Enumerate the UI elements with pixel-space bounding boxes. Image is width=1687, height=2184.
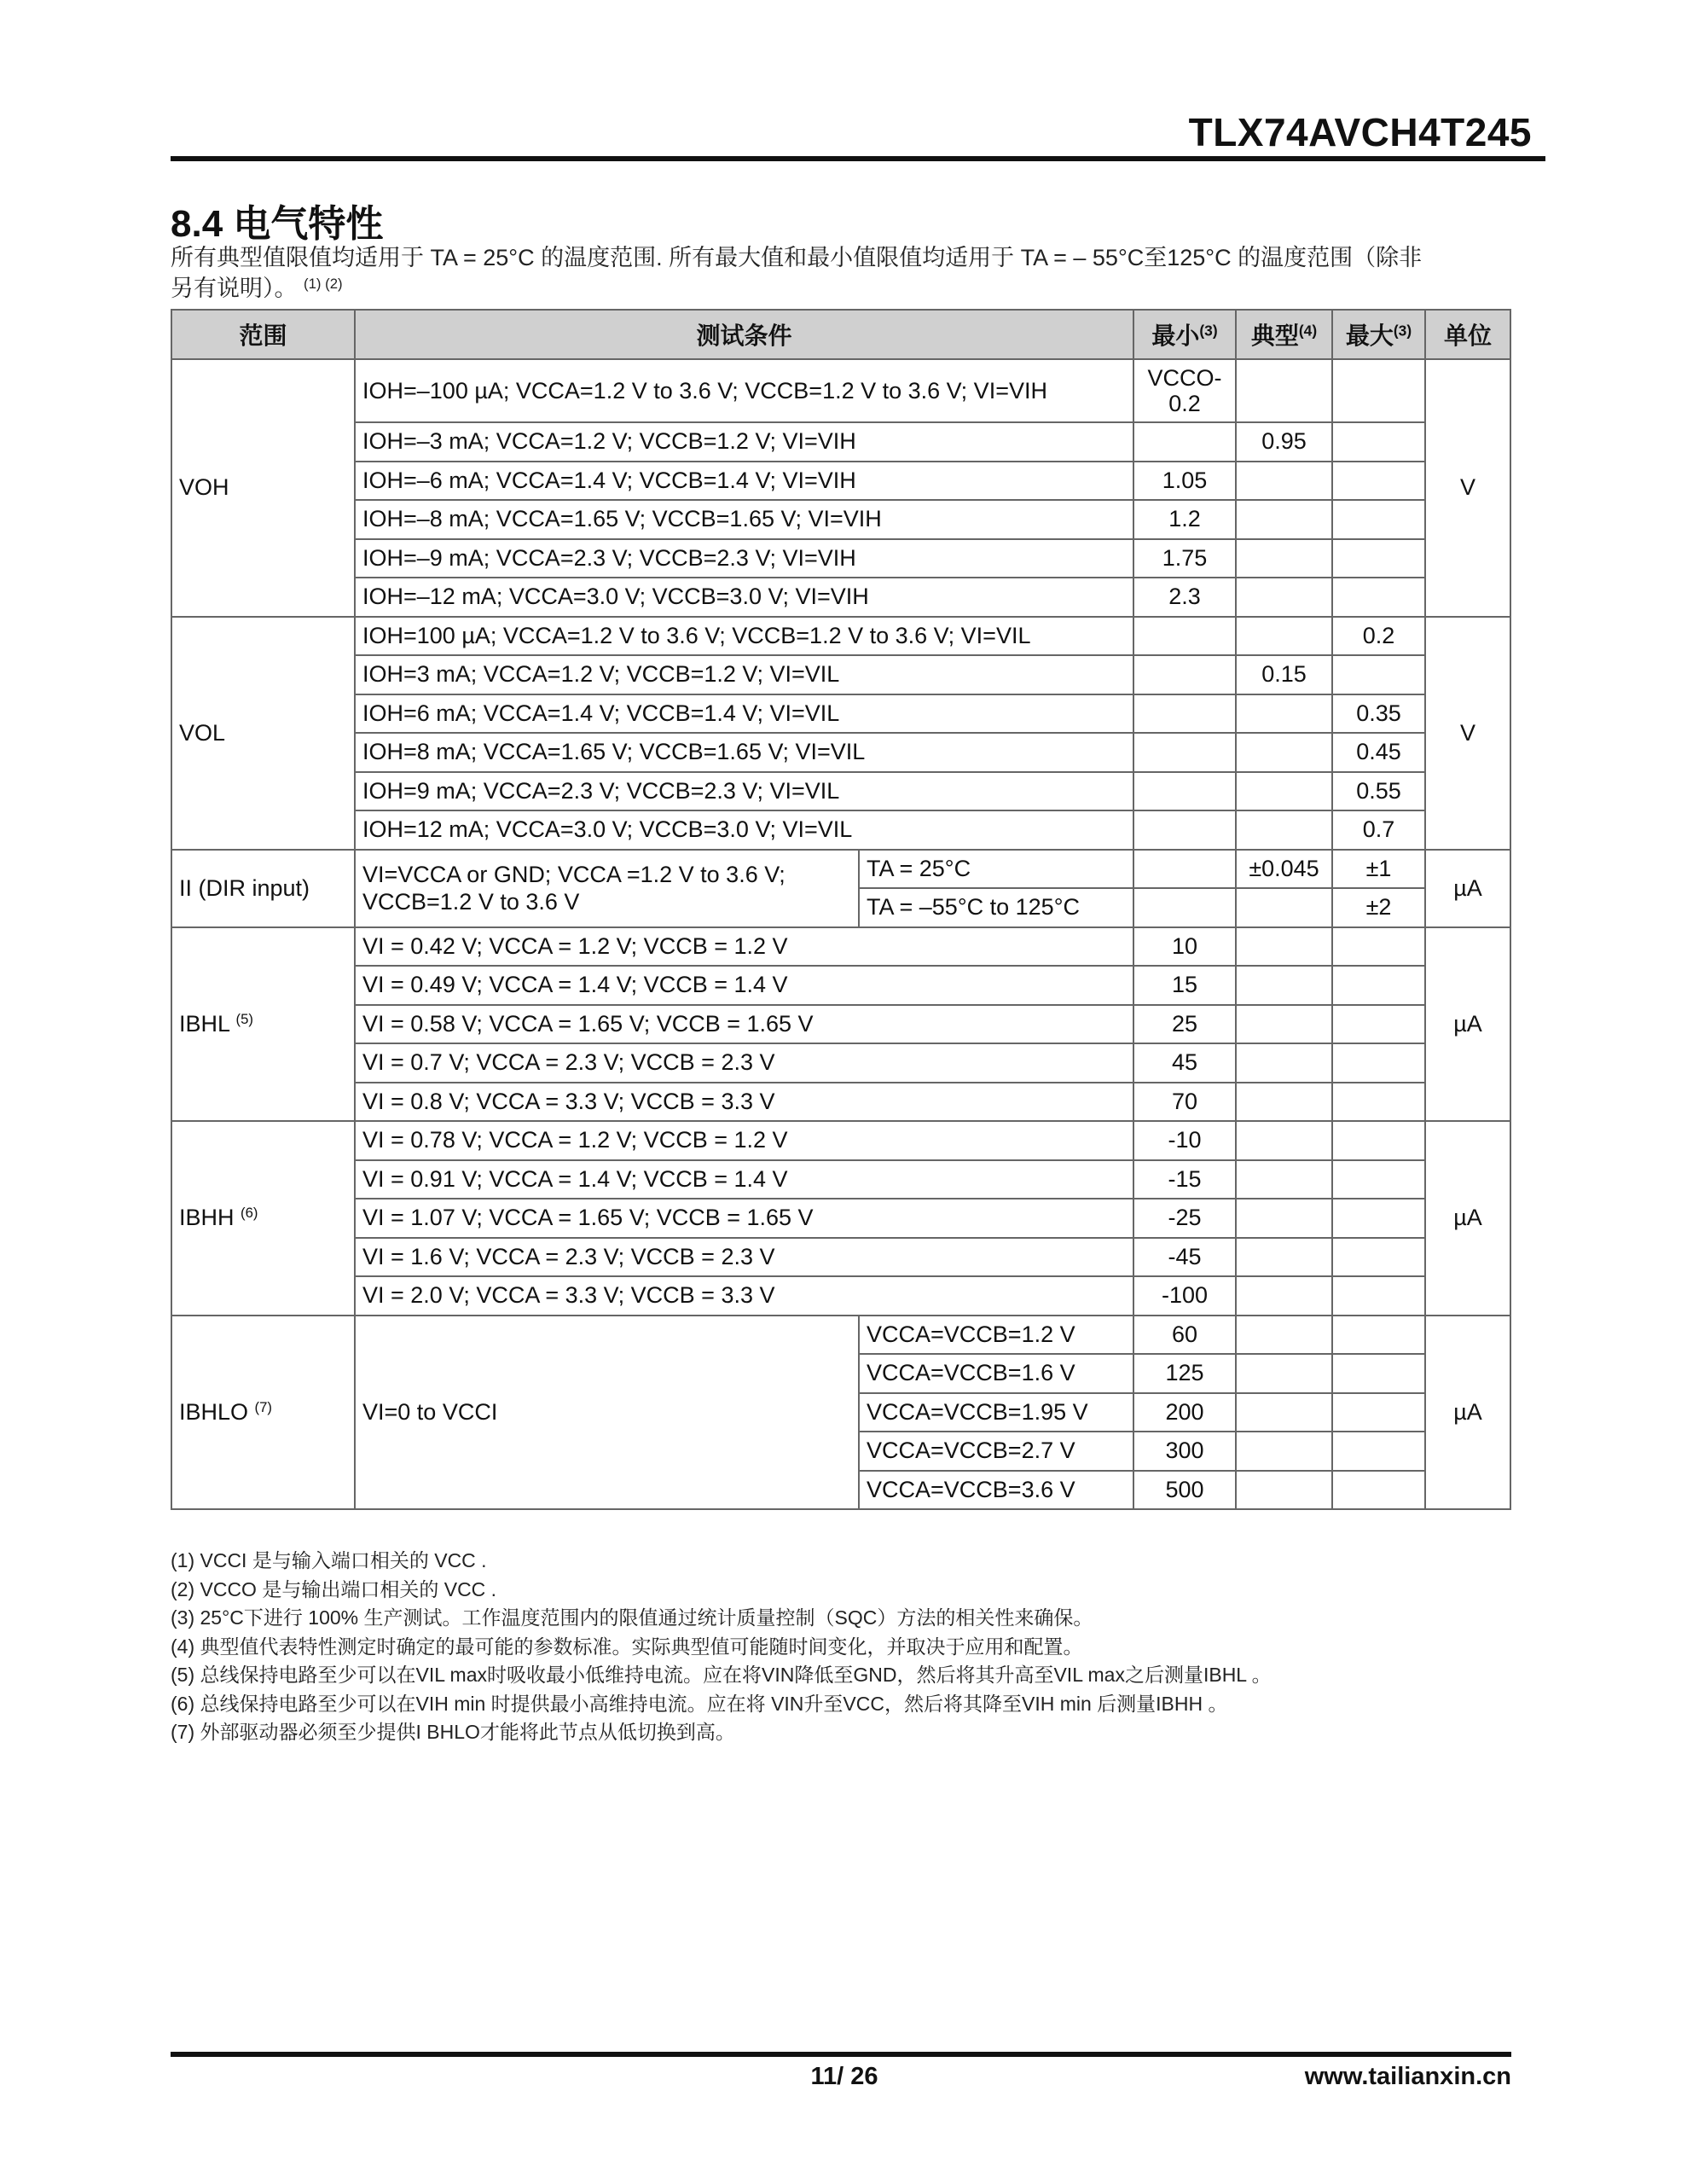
typ-cell [1236,1276,1332,1316]
max-cell [1332,500,1425,539]
temp-cell: TA = –55°C to 125°C [859,888,1133,927]
max-cell [1332,1316,1425,1355]
max-cell: 0.2 [1332,617,1425,656]
min-cell: 125 [1133,1354,1236,1393]
max-cell [1332,1160,1425,1199]
condition-cell: IOH=–9 mA; VCCA=2.3 V; VCCB=2.3 V; VI=VIH [355,539,1133,578]
table-row [171,617,1510,656]
table-row [171,462,1510,501]
condition-cell: IOH=12 mA; VCCA=3.0 V; VCCB=3.0 V; VI=VIL [355,810,1133,850]
min-cell: 10 [1133,927,1236,967]
min-cell [1133,850,1236,889]
intro-refs: (1) (2) [304,275,343,292]
supply-cell: VCCA=VCCB=1.6 V [859,1354,1133,1393]
condition-cell: IOH=6 mA; VCCA=1.4 V; VCCB=1.4 V; VI=VIL [355,694,1133,734]
min-cell: 60 [1133,1316,1236,1355]
supply-cell: VCCA=VCCB=1.2 V [859,1316,1133,1355]
condition-cell: VI=0 to VCCI [355,1316,859,1510]
min-cell [1133,772,1236,811]
min-cell: -45 [1133,1238,1236,1277]
condition-cell: IOH=–100 µA; VCCA=1.2 V to 3.6 V; VCCB=1.2 V to 3.6 V; VI=VIH [355,359,1133,422]
table-row [171,1238,1510,1277]
typ-cell [1236,1471,1332,1510]
table-row [171,850,1510,889]
condition-cell: VI = 1.07 V; VCCA = 1.65 V; VCCB = 1.65 V [355,1199,1133,1238]
supply-cell: VCCA=VCCB=3.6 V [859,1471,1133,1510]
intro-line-2-text: 另有说明）。 [171,276,298,301]
typ-cell [1236,694,1332,734]
min-cell: 45 [1133,1043,1236,1083]
min-cell: VCCO- 0.2 [1133,359,1236,422]
max-cell [1332,1043,1425,1083]
footer-rule [171,2052,1511,2057]
table-row [171,1043,1510,1083]
condition-cell: VI = 0.91 V; VCCA = 1.4 V; VCCB = 1.4 V [355,1160,1133,1199]
condition-cell: IOH=–12 mA; VCCA=3.0 V; VCCB=3.0 V; VI=VIH [355,578,1133,617]
condition-cell: VI = 2.0 V; VCCA = 3.3 V; VCCB = 3.3 V [355,1276,1133,1316]
max-cell: 0.55 [1332,772,1425,811]
typ-cell [1236,1083,1332,1122]
footnote: (1) VCCI 是与输入端口相关的 VCC . [171,1549,487,1571]
supply-cell: VCCA=VCCB=2.7 V [859,1432,1133,1471]
table-row [171,539,1510,578]
condition-cell: IOH=8 mA; VCCA=1.65 V; VCCB=1.65 V; VI=VIL [355,733,1133,772]
intro-line-1: 所有典型值限值均适用于 TA = 25°C 的温度范围. 所有最大值和最小值限值均适用于 TA = – 55°C至125°C 的温度范围（除非 [171,245,1423,270]
max-cell [1332,1276,1425,1316]
min-cell: 70 [1133,1083,1236,1122]
part-number: TLX74AVCH4T245 [1188,110,1532,154]
condition-cell: VI = 1.6 V; VCCA = 2.3 V; VCCB = 2.3 V [355,1238,1133,1277]
min-cell: 15 [1133,966,1236,1005]
max-cell [1332,1199,1425,1238]
header-param: 范围 [171,310,355,359]
param-ibhl: IBHL $^{(5)}$ [171,927,355,1122]
param-voh: VOH [171,359,355,617]
max-cell [1332,578,1425,617]
condition-cell: VI=VCCA or GND; VCCA =1.2 V to 3.6 V; VCCB=1.2 V to 3.6 V [355,850,859,927]
unit-cell: V [1425,359,1510,617]
header-unit: 单位 [1425,310,1510,359]
website-link[interactable]: www.tailianxin.cn [1304,2063,1511,2090]
unit-cell: V [1425,617,1510,850]
condition-cell: VI = 0.49 V; VCCA = 1.4 V; VCCB = 1.4 V [355,966,1133,1005]
section-intro [171,242,1518,304]
unit-cell: µA [1425,1121,1510,1316]
typ-cell [1236,1393,1332,1432]
footnote: (2) VCCO 是与输出端口相关的 VCC . [171,1577,497,1600]
min-cell [1133,617,1236,656]
header-conditions: 测试条件 [355,310,1133,359]
footnote: (7) 外部驱动器必须至少提供I BHLO才能将此节点从低切换到高。 [171,1721,735,1743]
max-cell: 0.7 [1332,810,1425,850]
unit-cell: µA [1425,850,1510,927]
typ-cell: ±0.045 [1236,850,1332,889]
condition-cell: IOH=100 µA; VCCA=1.2 V to 3.6 V; VCCB=1.2 V to 3.6 V; VI=VIL [355,617,1133,656]
footnote: (3) 25°C下进行 100% 生产测试。工作温度范围内的限值通过统计质量控制（SQC）方法的相关性来确保。 [171,1606,1093,1629]
typ-cell [1236,1354,1332,1393]
condition-cell: IOH=–3 mA; VCCA=1.2 V; VCCB=1.2 V; VI=VIH [355,422,1133,462]
typ-cell [1236,1432,1332,1471]
typ-cell [1236,1043,1332,1083]
condition-cell: IOH=–6 mA; VCCA=1.4 V; VCCB=1.4 V; VI=VIH [355,462,1133,501]
max-cell: ±2 [1332,888,1425,927]
max-cell [1332,1393,1425,1432]
min-cell: -100 [1133,1276,1236,1316]
typ-cell [1236,539,1332,578]
max-cell [1332,462,1425,501]
table-row [171,694,1510,734]
param-ii: II (DIR input) [171,850,355,927]
condition-cell: IOH=–8 mA; VCCA=1.65 V; VCCB=1.65 V; VI=VIH [355,500,1133,539]
max-cell [1332,1471,1425,1510]
max-cell [1332,927,1425,967]
footnote: (4) 典型值代表特性测定时确定的最可能的参数标准。实际典型值可能随时间变化，并取决于应用和配置。 [171,1635,1083,1658]
page-number: 11/ 26 [810,2063,878,2090]
typ-cell [1236,1238,1332,1277]
max-cell [1332,1238,1425,1277]
condition-cell: VI = 0.78 V; VCCA = 1.2 V; VCCB = 1.2 V [355,1121,1133,1160]
table-row [171,578,1510,617]
max-cell [1332,655,1425,694]
typ-cell [1236,1316,1332,1355]
header-rule [171,156,1545,161]
param-vol: VOL [171,617,355,850]
min-cell [1133,733,1236,772]
electrical-characteristics-table [171,309,1511,1510]
footnotes [171,1547,1272,1747]
max-cell: ±1 [1332,850,1425,889]
table-row [171,1276,1510,1316]
typ-cell [1236,1199,1332,1238]
max-cell [1332,1432,1425,1471]
typ-cell [1236,772,1332,811]
table-row [171,1316,1510,1355]
max-cell [1332,359,1425,422]
table-row [171,810,1510,850]
condition-cell: VI = 0.42 V; VCCA = 1.2 V; VCCB = 1.2 V [355,927,1133,967]
typ-cell [1236,1121,1332,1160]
header-max: 最大$^{(3)}$ [1332,310,1425,359]
supply-cell: VCCA=VCCB=1.95 V [859,1393,1133,1432]
condition-cell: VI = 0.58 V; VCCA = 1.65 V; VCCB = 1.65 V [355,1005,1133,1044]
min-cell: -25 [1133,1199,1236,1238]
table-row [171,1160,1510,1199]
table-row [171,1121,1510,1160]
table-row [171,927,1510,967]
section-title: 8.4 电气特性 [171,203,384,245]
table-row [171,966,1510,1005]
max-cell [1332,1005,1425,1044]
unit-cell: µA [1425,1316,1510,1510]
typ-cell [1236,888,1332,927]
max-cell [1332,1354,1425,1393]
min-cell [1133,655,1236,694]
table-row [171,655,1510,694]
table-row [171,1005,1510,1044]
table-row [171,500,1510,539]
typ-cell: 0.15 [1236,655,1332,694]
header-min: 最小$^{(3)}$ [1133,310,1236,359]
unit-cell: µA [1425,927,1510,1122]
max-cell [1332,1083,1425,1122]
typ-cell [1236,810,1332,850]
footnote: (5) 总线保持电路至少可以在VIL max时吸收最小低维持电流。应在将VIN降低至GND，然后将其升高至VIL max之后测量IBHL 。 [171,1664,1272,1686]
header-typ: 典型$^{(4)}$ [1236,310,1332,359]
typ-cell [1236,359,1332,422]
param-ibhh: IBHH $^{(6)}$ [171,1121,355,1316]
min-cell: 500 [1133,1471,1236,1510]
typ-cell [1236,462,1332,501]
min-cell: 200 [1133,1393,1236,1432]
min-cell: 25 [1133,1005,1236,1044]
max-cell: 0.35 [1332,694,1425,734]
condition-cell: VI = 0.7 V; VCCA = 2.3 V; VCCB = 2.3 V [355,1043,1133,1083]
typ-cell [1236,927,1332,967]
typ-cell [1236,733,1332,772]
condition-cell: IOH=9 mA; VCCA=2.3 V; VCCB=2.3 V; VI=VIL [355,772,1133,811]
table-row [171,359,1510,422]
min-cell: 1.05 [1133,462,1236,501]
typ-cell [1236,578,1332,617]
max-cell [1332,539,1425,578]
min-cell: 300 [1133,1432,1236,1471]
table-row [171,422,1510,462]
min-cell: 1.2 [1133,500,1236,539]
min-cell [1133,694,1236,734]
temp-cell: TA = 25°C [859,850,1133,889]
table-header-row [171,310,1510,359]
min-cell: -15 [1133,1160,1236,1199]
max-cell [1332,422,1425,462]
condition-cell: VI = 0.8 V; VCCA = 3.3 V; VCCB = 3.3 V [355,1083,1133,1122]
max-cell [1332,966,1425,1005]
min-cell [1133,888,1236,927]
table-row [171,1199,1510,1238]
table-row [171,1083,1510,1122]
min-cell: -10 [1133,1121,1236,1160]
typ-cell [1236,966,1332,1005]
typ-cell [1236,617,1332,656]
table-row [171,772,1510,811]
min-cell [1133,810,1236,850]
typ-cell [1236,500,1332,539]
intro-line-2 [171,273,1518,304]
footnote: (6) 总线保持电路至少可以在VIH min 时提供最小高维持电流。应在将 VIN升至VCC，然后将其降至VIH min 后测量IBHH 。 [171,1692,1228,1715]
typ-cell [1236,1005,1332,1044]
min-cell [1133,422,1236,462]
condition-cell: IOH=3 mA; VCCA=1.2 V; VCCB=1.2 V; VI=VIL [355,655,1133,694]
typ-cell: 0.95 [1236,422,1332,462]
max-cell: 0.45 [1332,733,1425,772]
min-cell: 2.3 [1133,578,1236,617]
typ-cell [1236,1160,1332,1199]
table-row [171,733,1510,772]
min-cell: 1.75 [1133,539,1236,578]
param-ibhlo: IBHLO $^{(7)}$ [171,1316,355,1510]
max-cell [1332,1121,1425,1160]
